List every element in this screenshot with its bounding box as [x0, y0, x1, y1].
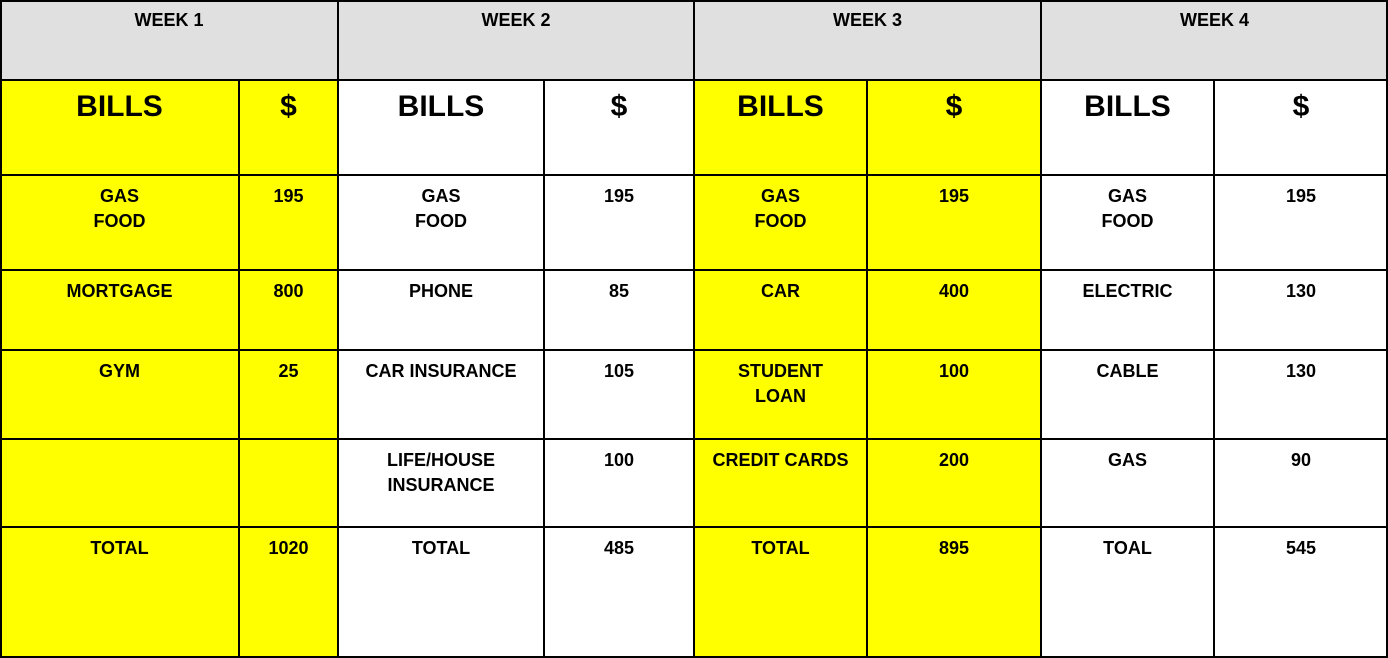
total-label-text: TOTAL	[751, 538, 810, 558]
total-amount-text: 895	[938, 538, 970, 558]
bill-amount	[1214, 350, 1388, 439]
bills-column-header-text: BILLS	[76, 90, 163, 123]
total-label	[338, 527, 544, 658]
week-2-header	[338, 0, 694, 80]
bill-name	[1041, 270, 1214, 350]
bill-amount-text: 85	[608, 281, 630, 301]
bill-amount	[1214, 270, 1388, 350]
bill-name	[694, 270, 867, 350]
week-1-header-text: WEEK 1	[134, 10, 204, 30]
bill-name-text: GAS FOOD	[1101, 186, 1154, 231]
bill-amount-text: 200	[938, 450, 970, 470]
bill-amount-text: 195	[273, 186, 304, 206]
week-3-header	[694, 0, 1041, 80]
bill-amount-text: 800	[273, 281, 304, 301]
total-label	[694, 527, 867, 658]
bill-amount-text: 400	[938, 281, 970, 301]
bill-name	[694, 439, 867, 527]
bill-amount	[239, 175, 338, 270]
bill-amount	[239, 350, 338, 439]
bill-name	[1041, 350, 1214, 439]
grid-line	[0, 0, 2, 658]
grid-line	[337, 0, 339, 658]
bill-name-text: GYM	[98, 361, 140, 381]
bill-name-text: GAS FOOD	[415, 186, 467, 231]
bill-name	[694, 175, 867, 270]
bill-amount	[867, 175, 1041, 270]
total-amount	[1214, 527, 1388, 658]
bills-column-header-text: BILLS	[397, 90, 485, 123]
bills-column-header-text: BILLS	[1084, 90, 1171, 123]
bill-name	[694, 350, 867, 439]
bills-column-header	[1041, 80, 1214, 175]
bill-amount-text: 100	[938, 361, 970, 381]
total-label-text: TOTAL	[411, 538, 471, 558]
total-amount	[867, 527, 1041, 658]
bill-name	[338, 270, 544, 350]
amount-column-header	[1214, 80, 1388, 175]
bill-name-text: STUDENT LOAN	[738, 361, 823, 406]
bill-amount	[867, 439, 1041, 527]
amount-column-header	[544, 80, 694, 175]
total-label	[1041, 527, 1214, 658]
bills-column-header-text: BILLS	[737, 90, 824, 123]
total-label-text: TOAL	[1103, 538, 1152, 558]
total-label-text: TOTAL	[90, 538, 149, 558]
week-4-header	[1041, 0, 1388, 80]
total-amount	[544, 527, 694, 658]
amount-column-header-text: $	[610, 90, 628, 123]
bills-column-header	[338, 80, 544, 175]
bill-amount-text: 195	[603, 186, 635, 206]
amount-column-header	[239, 80, 338, 175]
week-3-header-text: WEEK 3	[832, 10, 902, 30]
bill-name	[338, 175, 544, 270]
week-1-header	[0, 0, 338, 80]
bill-name	[0, 270, 239, 350]
bill-name	[0, 350, 239, 439]
bill-name	[0, 439, 239, 527]
bills-column-header	[694, 80, 867, 175]
grid-line	[693, 0, 695, 658]
bill-name	[338, 439, 544, 527]
bill-amount-text: 195	[1285, 186, 1317, 206]
bill-amount	[1214, 175, 1388, 270]
bill-amount-text: 100	[603, 450, 635, 470]
bill-amount-text: 90	[1290, 450, 1312, 470]
bill-name	[0, 175, 239, 270]
bill-amount	[544, 439, 694, 527]
bill-amount	[239, 439, 338, 527]
amount-column-header-text: $	[1292, 90, 1310, 123]
week-2-header-text: WEEK 2	[481, 10, 551, 30]
bill-name	[1041, 175, 1214, 270]
bill-name-text: CAR	[761, 281, 800, 301]
bill-amount	[1214, 439, 1388, 527]
total-amount	[239, 527, 338, 658]
bills-column-header	[0, 80, 239, 175]
bill-amount	[544, 270, 694, 350]
bill-amount	[867, 270, 1041, 350]
total-amount-text: 485	[603, 538, 635, 558]
bill-name-text: CREDIT CARDS	[712, 450, 849, 470]
bill-name	[338, 350, 544, 439]
week-4-header-text: WEEK 4	[1179, 10, 1249, 30]
bill-amount-text: 130	[1285, 361, 1317, 381]
bill-amount	[544, 175, 694, 270]
bill-name-text: GAS FOOD	[754, 186, 807, 231]
bill-name-text: CAR INSURANCE	[365, 361, 517, 381]
bill-name-text: CABLE	[1096, 361, 1159, 381]
bill-amount-text: 195	[938, 186, 970, 206]
grid-line	[866, 80, 868, 658]
total-amount-text: 1020	[268, 538, 309, 558]
bill-name-text: PHONE	[408, 281, 473, 301]
grid-line	[238, 80, 240, 658]
bill-amount-text: 130	[1285, 281, 1317, 301]
bill-amount-text: 25	[278, 361, 299, 381]
amount-column-header	[867, 80, 1041, 175]
bill-name-text: ELECTRIC	[1082, 281, 1173, 301]
bill-amount-text: 105	[603, 361, 635, 381]
bill-name-text: LIFE/HOUSE INSURANCE	[386, 450, 495, 495]
grid-line	[543, 80, 545, 658]
amount-column-header-text: $	[945, 90, 963, 123]
bill-amount	[867, 350, 1041, 439]
total-label	[0, 527, 239, 658]
bill-name	[1041, 439, 1214, 527]
bill-name-text: GAS FOOD	[93, 186, 146, 231]
amount-column-header-text: $	[280, 90, 297, 123]
total-amount-text: 545	[1285, 538, 1317, 558]
bill-name-text: GAS	[1107, 450, 1147, 470]
bill-amount	[544, 350, 694, 439]
grid-line	[1040, 0, 1042, 658]
bill-amount	[239, 270, 338, 350]
bill-name-text: MORTGAGE	[66, 281, 173, 301]
grid-line	[1213, 80, 1215, 658]
